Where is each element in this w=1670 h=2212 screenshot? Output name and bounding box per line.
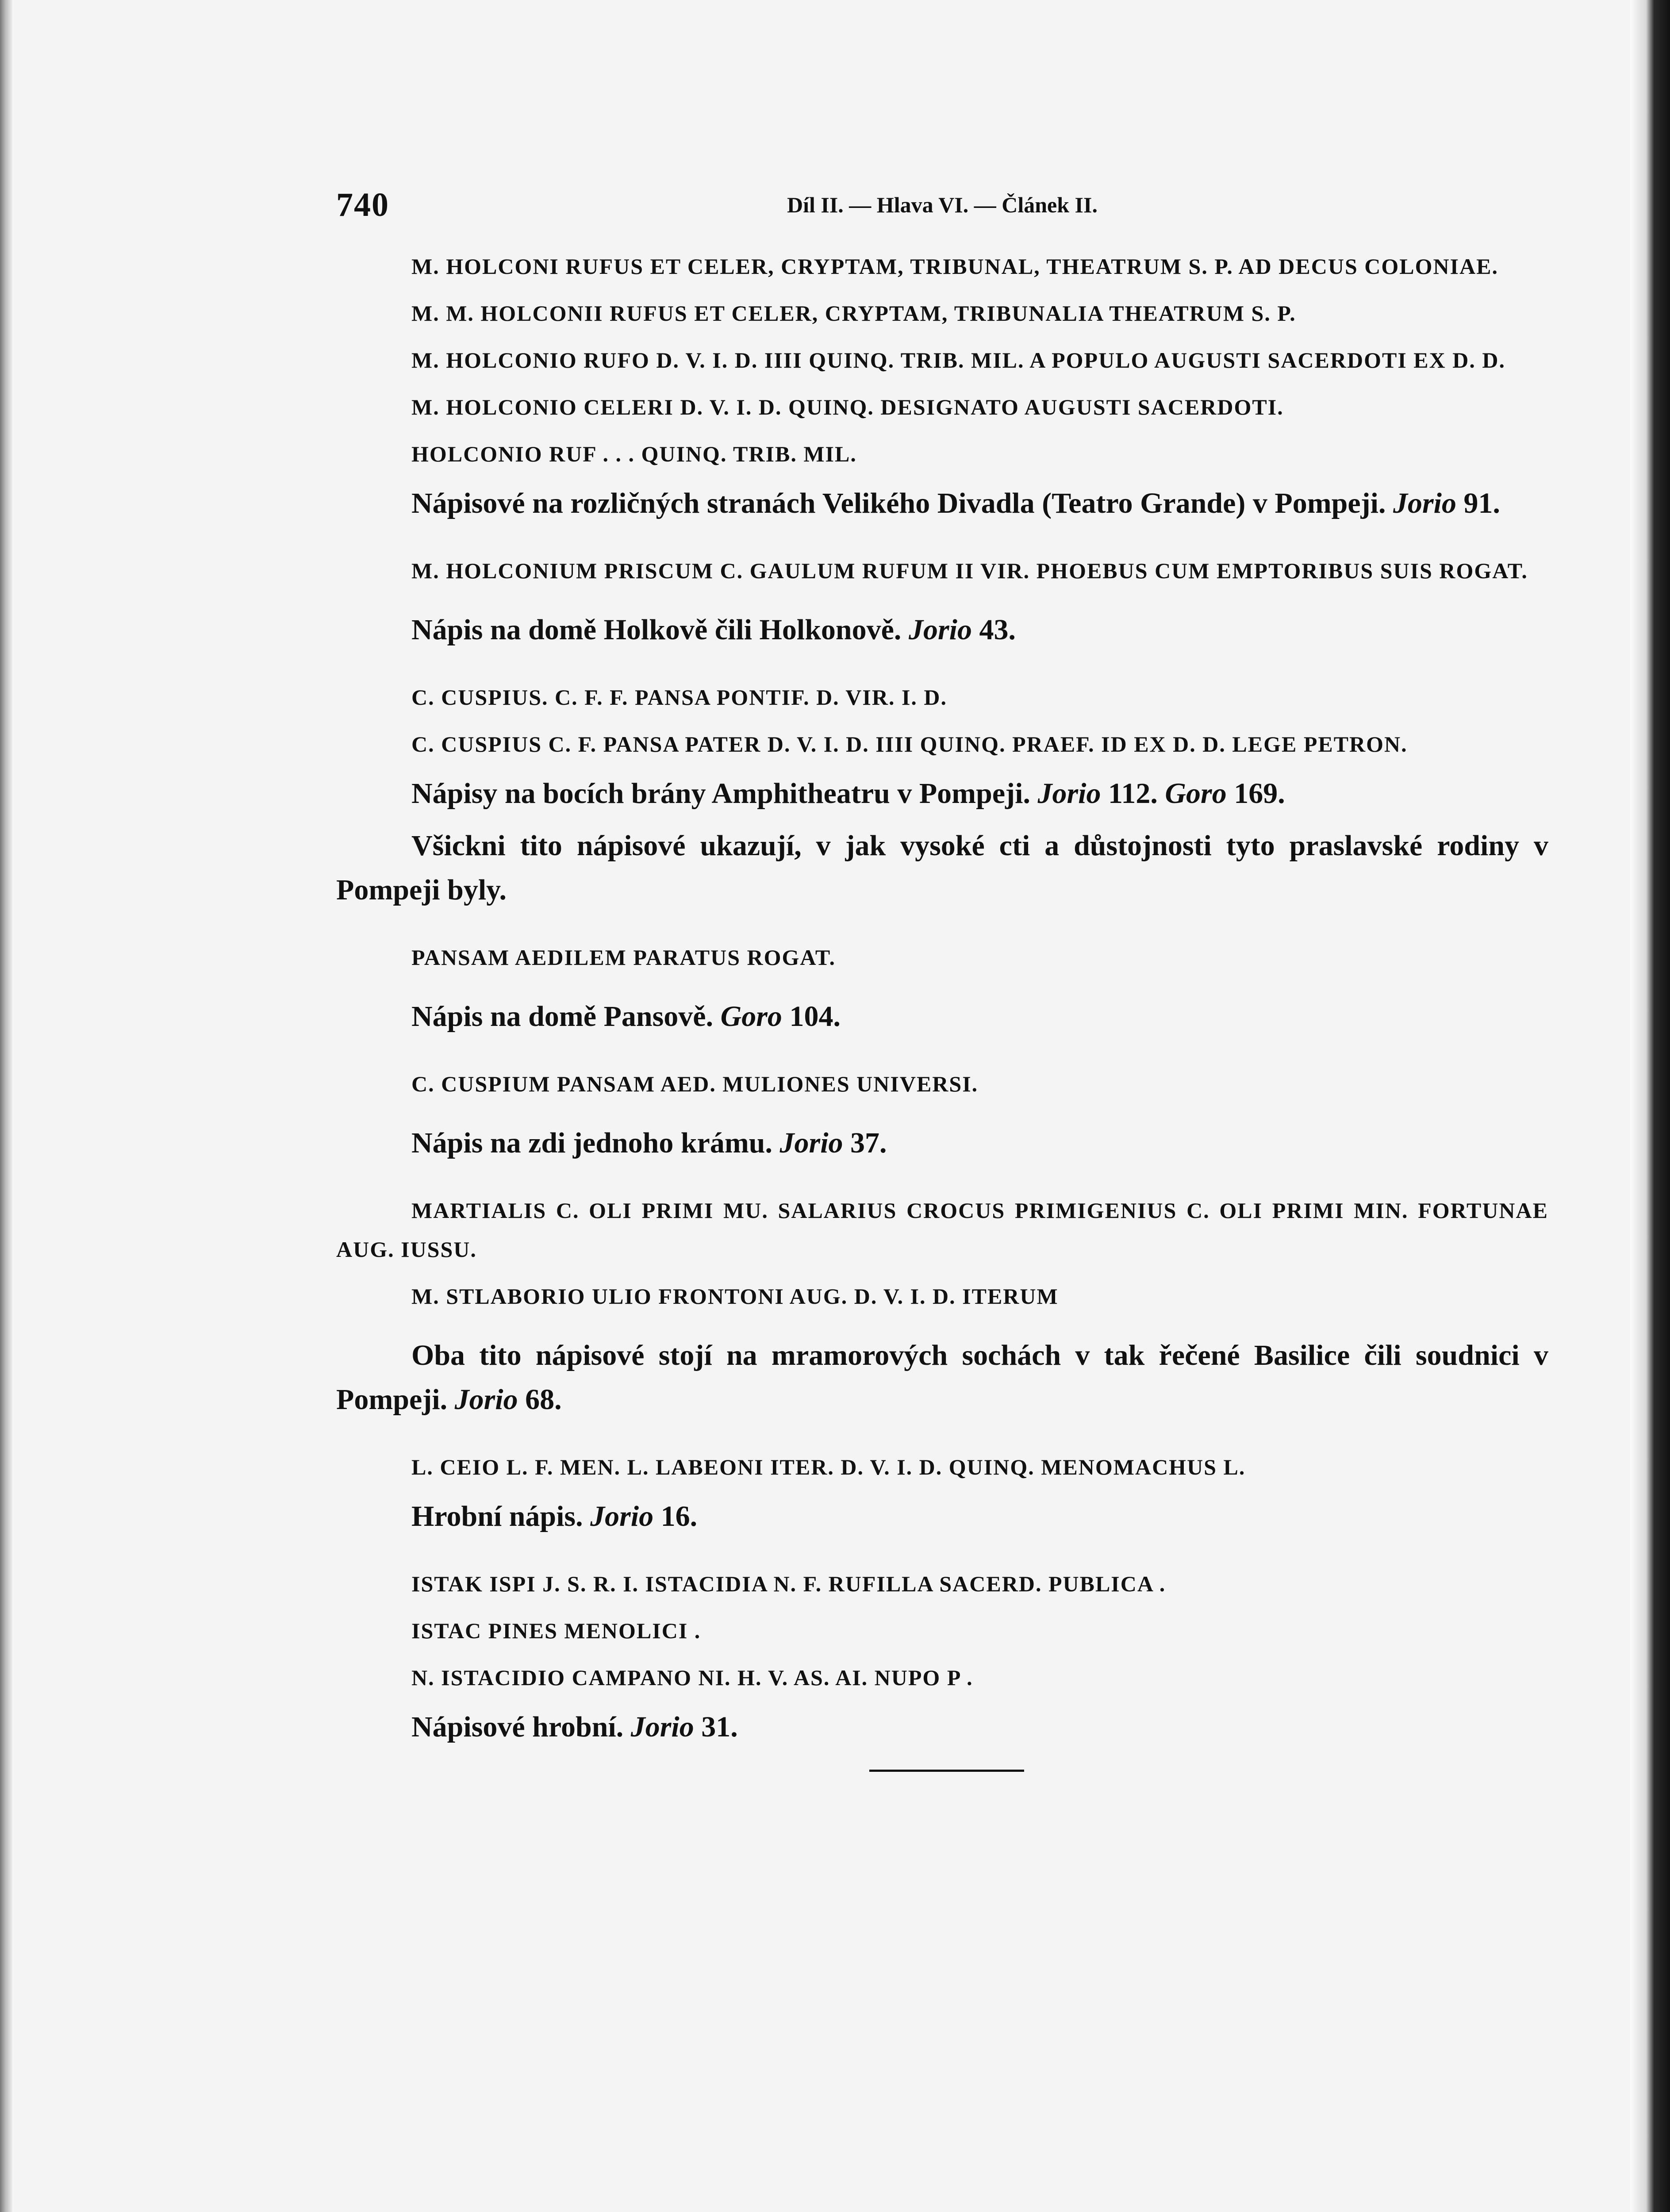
source-name: Goro bbox=[720, 1000, 782, 1033]
source-name: Jorio bbox=[779, 1127, 843, 1159]
inscription: M. HOLCONIO RUFO D. V. I. D. IIII QUINQ. TRIB. MIL. A POPULO AUGUSTI SACERDOTI EX D. D. bbox=[411, 348, 1505, 373]
commentary-text: Nápis na domě Holkově čili Holkonově. bbox=[411, 614, 902, 646]
source-name: Goro bbox=[1165, 777, 1227, 810]
inscription: M. HOLCONIO CELERI D. V. I. D. QUINQ. DESIGNATO AUGUSTI SACERDOTI. bbox=[411, 395, 1284, 419]
scan-edge-right bbox=[1630, 0, 1670, 2212]
source-name: Jorio bbox=[1393, 487, 1457, 519]
inscription: M. M. HOLCONII RUFUS ET CELER, CRYPTAM, TRIBUNALIA THEATRUM S. P. bbox=[411, 301, 1296, 326]
commentary bbox=[336, 1705, 1548, 1749]
end-rule bbox=[869, 1770, 1024, 1772]
commentary bbox=[336, 1333, 1548, 1422]
commentary-text: Hrobní nápis. bbox=[411, 1500, 583, 1532]
commentary bbox=[336, 1121, 1548, 1165]
commentary-text: Nápisy na bocích brány Amphitheatru v Pompeji. bbox=[411, 777, 1030, 810]
inscription: M. STLABORIO ULIO FRONTONI AUG. D. V. I. D. ITERUM bbox=[411, 1284, 1059, 1309]
source-ref: 112. bbox=[1108, 777, 1158, 810]
commentary bbox=[336, 1494, 1548, 1539]
inscription: C. CUSPIUM PANSAM AED. MULIONES UNIVERSI. bbox=[411, 1071, 979, 1096]
commentary-text: Oba tito nápisové stojí na mramorových sochách v tak řečené Basilice čili soudnici v Pompeji. bbox=[336, 1339, 1548, 1416]
inscription: MARTIALIS C. OLI PRIMI MU. SALARIUS CROCUS PRIMIGENIUS C. OLI PRIMI MIN. FORTUNAE AUG. IUSSU. bbox=[336, 1198, 1548, 1262]
inscription: ISTAK ISPI J. S. R. I. ISTACIDIA N. F. RUFILLA SACERD. PUBLICA . bbox=[411, 1571, 1166, 1596]
inscription: C. CUSPIUS C. F. PANSA PATER D. V. I. D. IIII QUINQ. PRAEF. ID EX D. D. LEGE PETRON. bbox=[411, 732, 1408, 757]
scan-edge-left bbox=[0, 0, 12, 2212]
commentary-text: Nápisové hrobní. bbox=[411, 1711, 624, 1743]
source-ref: 68. bbox=[525, 1383, 562, 1416]
commentary bbox=[336, 772, 1548, 816]
source-ref: 104. bbox=[789, 1000, 841, 1033]
inscription: PANSAM AEDILEM PARATUS ROGAT. bbox=[411, 945, 836, 970]
source-ref: 169. bbox=[1234, 777, 1285, 810]
commentary-text: Nápisové na rozličných stranách Velikého Divadla (Teatro Grande) v Pompeji. bbox=[411, 487, 1386, 519]
source-ref: 91. bbox=[1463, 487, 1501, 519]
commentary bbox=[336, 608, 1548, 652]
inscription: HOLCONIO RUF . . . QUINQ. TRIB. MIL. bbox=[411, 442, 857, 466]
running-head: Díl II. — Hlava VI. — Článek II. bbox=[787, 192, 1098, 217]
commentary-text: Nápis na domě Pansově. bbox=[411, 1000, 714, 1033]
source-ref: 31. bbox=[701, 1711, 738, 1743]
page-header bbox=[336, 186, 1548, 239]
page-number: 740 bbox=[336, 186, 389, 223]
commentary: Všickni tito nápisové ukazují, v jak vysoké cti a důstojnosti tyto praslavské rodiny v Pompeji byly. bbox=[336, 830, 1548, 906]
inscription: ISTAC PINES MENOLICI . bbox=[411, 1618, 701, 1643]
source-name: Jorio bbox=[908, 614, 972, 646]
commentary bbox=[336, 995, 1548, 1039]
inscription: C. CUSPIUS. C. F. F. PANSA PONTIF. D. VIR. I. D. bbox=[411, 685, 948, 710]
page-body bbox=[336, 186, 1548, 1772]
inscription: M. HOLCONIUM PRISCUM C. GAULUM RUFUM II VIR. PHOEBUS CUM EMPTORIBUS SUIS ROGAT. bbox=[411, 558, 1528, 583]
source-ref: 16. bbox=[660, 1500, 698, 1532]
inscription: N. ISTACIDIO CAMPANO NI. H. V. AS. AI. NUPO P . bbox=[411, 1665, 973, 1690]
source-ref: 43. bbox=[979, 614, 1016, 646]
source-ref: 37. bbox=[850, 1127, 887, 1159]
commentary bbox=[336, 481, 1548, 526]
inscription: L. CEIO L. F. MEN. L. LABEONI ITER. D. V. I. D. QUINQ. MENOMACHUS L. bbox=[411, 1455, 1246, 1479]
source-name: Jorio bbox=[630, 1711, 694, 1743]
commentary-text: Nápis na zdi jednoho krámu. bbox=[411, 1127, 773, 1159]
source-name: Jorio bbox=[1037, 777, 1101, 810]
inscription: M. HOLCONI RUFUS ET CELER, CRYPTAM, TRIBUNAL, THEATRUM S. P. AD DECUS COLONIAE. bbox=[411, 254, 1499, 279]
source-name: Jorio bbox=[454, 1383, 518, 1416]
source-name: Jorio bbox=[590, 1500, 654, 1532]
